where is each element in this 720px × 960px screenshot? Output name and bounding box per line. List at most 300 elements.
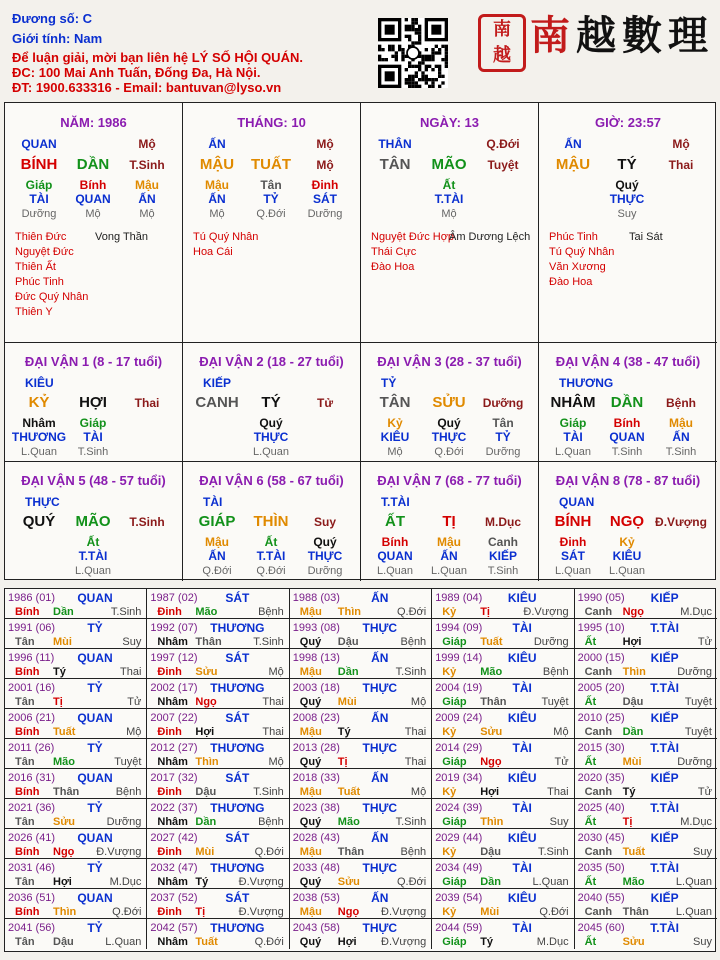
dai-van-cell [5, 343, 183, 462]
year-cell[interactable] [147, 859, 289, 889]
hidden-stage: L.Quan [554, 446, 592, 458]
year-stem: Mậu [299, 726, 322, 738]
year-branch: Tị [53, 696, 63, 708]
hidden-stem: Ất [442, 178, 456, 192]
year-label: 2022 (37) [150, 802, 198, 814]
year-stem: Đinh [157, 786, 182, 798]
hidden-stage: Q.Đới [434, 446, 464, 458]
year-cell[interactable] [290, 649, 432, 679]
year-ten-god: KIẾP [650, 891, 679, 905]
year-ten-god: T.TÀI [650, 861, 679, 875]
year-branch: Dần [53, 606, 74, 618]
star-left: Đào Hoa [549, 276, 593, 288]
year-cell[interactable] [290, 739, 432, 769]
year-cell[interactable] [432, 709, 574, 739]
star-left: Tú Quý Nhân [193, 231, 259, 243]
year-cell[interactable] [147, 739, 289, 769]
hidden-stem: Giáp [559, 416, 587, 430]
seal-char: 南 [493, 19, 511, 40]
year-ten-god: THỰC [362, 681, 398, 695]
year-branch: Thân [337, 846, 365, 858]
year-stage: T.Sinh [538, 846, 569, 858]
star-left: Nguyệt Đức Hợp [371, 231, 455, 243]
dai-van-title: ĐẠI VẬN 2 (18 - 27 tuổi) [199, 354, 344, 369]
year-branch: Thìn [622, 666, 646, 678]
dai-van-title: ĐẠI VẬN 5 (48 - 57 tuổi) [21, 473, 166, 488]
year-label: 2038 (53) [292, 892, 340, 904]
year-label: 1992 (07) [150, 622, 198, 634]
dai-van-title: ĐẠI VẬN 6 (58 - 67 tuổi) [199, 473, 344, 488]
year-ten-god: QUAN [77, 771, 113, 785]
year-stage: Đ.Vượng [96, 846, 142, 858]
year-branch: Thìn [480, 816, 504, 828]
year-stage: Thai [547, 786, 569, 798]
brand-logo [530, 4, 714, 61]
year-stage: Dưỡng [533, 636, 569, 648]
year-cell[interactable] [290, 859, 432, 889]
year-ten-god: KIẾP [650, 651, 679, 665]
year-cell[interactable] [5, 739, 147, 769]
hidden-ten-god: SÁT [313, 192, 337, 206]
year-label: 1988 (03) [292, 592, 340, 604]
year-label: 2031 (46) [8, 862, 56, 874]
year-label: 2042 (57) [150, 922, 198, 934]
hidden-ten-god: ẤN [208, 549, 226, 563]
year-stem: Quý [299, 756, 322, 768]
hidden-stage: L.Quan [430, 565, 468, 577]
year-cell[interactable] [5, 859, 147, 889]
year-cell[interactable] [432, 619, 574, 649]
year-cell[interactable] [575, 739, 717, 769]
dai-van-branch: MÃO [75, 513, 111, 530]
year-label: 2044 (59) [435, 922, 483, 934]
pillar-title: NĂM: 1986 [60, 115, 127, 130]
year-stage: Thai [404, 756, 427, 768]
year-stage: L.Quan [532, 876, 569, 888]
year-cell[interactable] [147, 679, 289, 709]
year-stage: Tuyệt [114, 756, 142, 768]
year-cell[interactable] [5, 829, 147, 859]
seal-char: 越 [493, 45, 511, 66]
year-stem: Quý [299, 876, 322, 888]
year-branch: Mùi [480, 906, 500, 918]
dai-van-cell [361, 343, 539, 462]
year-cell[interactable] [5, 649, 147, 679]
hidden-stem: Bính [613, 416, 641, 430]
year-cell[interactable] [5, 709, 147, 739]
year-cell[interactable] [290, 769, 432, 799]
year-stage: Đ.Vượng [381, 906, 427, 918]
hidden-stem: Đinh [311, 178, 339, 192]
year-cell[interactable] [290, 799, 432, 829]
year-branch: Tuất [480, 636, 503, 648]
year-cell[interactable] [575, 649, 717, 679]
pillar-ten-god: ẤN [208, 137, 226, 151]
dai-van-stem: QUÝ [22, 513, 56, 530]
year-cell[interactable] [432, 889, 574, 919]
hidden-stem: Kỷ [619, 535, 635, 549]
year-label: 2020 (35) [577, 772, 625, 784]
year-label: 2026 (41) [8, 832, 56, 844]
year-stage: M.Dục [109, 876, 142, 888]
year-branch: Dần [195, 816, 217, 828]
pillar-cell [539, 103, 717, 343]
year-stem: Bính [15, 666, 40, 678]
year-ten-god: KIÊU [507, 771, 537, 785]
year-branch: Hợi [622, 636, 642, 648]
year-branch: Hợi [195, 726, 215, 738]
year-label: 2036 (51) [8, 892, 56, 904]
year-label: 1997 (12) [150, 652, 198, 664]
hidden-stage: Dưỡng [485, 446, 521, 458]
year-branch: Thân [195, 636, 222, 648]
year-ten-god: T.TÀI [650, 741, 679, 755]
hidden-stem: Mậu [669, 416, 693, 430]
star-left: Thiên Y [15, 306, 53, 318]
year-stage: T.Sinh [110, 606, 142, 618]
hidden-stage: T.Sinh [487, 565, 519, 577]
year-cell[interactable] [432, 589, 574, 619]
year-label: 1996 (11) [8, 652, 55, 664]
year-stage: Tuyệt [684, 696, 712, 708]
year-branch: Ngọ [53, 846, 75, 858]
year-stem: Tân [15, 816, 35, 828]
year-cell[interactable] [575, 589, 717, 619]
year-cell[interactable] [5, 589, 147, 619]
year-label: 1993 (08) [292, 622, 340, 634]
year-stage: Thai [404, 726, 427, 738]
year-branch: Tuất [195, 936, 218, 948]
year-stem: Canh [584, 606, 613, 618]
year-stem: Giáp [442, 936, 467, 948]
address: ĐC: 100 Mai Anh Tuấn, Đống Đa, Hà Nội. [12, 65, 261, 80]
year-cell[interactable] [5, 889, 147, 919]
hidden-stage: L.Quan [252, 446, 290, 458]
year-ten-god: ẤN [371, 771, 389, 785]
year-cell[interactable] [575, 799, 717, 829]
star-right: Tai Sát [629, 231, 663, 243]
year-stage: Mộ [410, 786, 427, 798]
year-stem: Tân [15, 756, 35, 768]
hidden-stem: Ất [264, 535, 278, 549]
year-ten-god: THƯƠNG [210, 681, 265, 695]
year-ten-god: TÀI [512, 801, 532, 815]
year-cell[interactable] [147, 829, 289, 859]
hidden-ten-god: ẤN [672, 430, 690, 444]
year-stage: Q.Đới [254, 936, 284, 948]
year-branch: Ngọ [622, 606, 644, 618]
year-cell[interactable] [5, 619, 147, 649]
year-branch: Dậu [622, 696, 644, 708]
year-label: 2017 (32) [150, 772, 198, 784]
year-cell[interactable] [290, 829, 432, 859]
hidden-stem: Mậu [205, 178, 229, 192]
year-cell[interactable] [5, 679, 147, 709]
year-branch: Mùi [622, 756, 642, 768]
dai-van-cell [539, 462, 717, 581]
year-stage: T.Sinh [395, 816, 427, 828]
year-stem: Bính [15, 846, 40, 858]
year-stem: Ất [584, 876, 597, 888]
hidden-stage: Mộ [139, 208, 155, 220]
year-ten-god: QUAN [77, 651, 113, 665]
year-cell[interactable] [575, 919, 717, 949]
dai-van-title: ĐẠI VẬN 1 (8 - 17 tuổi) [24, 354, 163, 369]
year-stage: Suy [122, 636, 142, 648]
year-stem: Nhâm [157, 756, 188, 768]
year-ten-god: KIẾP [650, 591, 679, 605]
year-label: 2035 (50) [577, 862, 625, 874]
hidden-stage: Dưỡng [21, 208, 57, 220]
pillar-title: THÁNG: 10 [237, 115, 306, 130]
year-ten-god: THỰC [362, 801, 398, 815]
year-ten-god: ẤN [371, 651, 389, 665]
year-stem: Giáp [442, 876, 467, 888]
year-cell[interactable] [432, 649, 574, 679]
year-stage: Bệnh [258, 816, 284, 828]
dai-van-title: ĐẠI VẬN 8 (78 - 87 tuổi) [555, 473, 701, 488]
dai-van-god: T.TÀI [381, 495, 410, 509]
year-stem: Kỷ [442, 726, 457, 738]
year-label: 2037 (52) [150, 892, 198, 904]
hidden-stage: Mộ [387, 446, 403, 458]
pillars-grid [4, 102, 716, 580]
dai-van-cell [183, 462, 361, 581]
year-cell[interactable] [432, 859, 574, 889]
year-branch: Mùi [337, 696, 357, 708]
year-stem: Mậu [299, 786, 322, 798]
annual-luck-table [4, 588, 716, 952]
year-stage: Thai [262, 726, 284, 738]
year-stem: Canh [584, 906, 613, 918]
year-stage: Suy [549, 816, 569, 828]
year-branch: Tý [480, 936, 494, 948]
dai-van-stem: GIÁP [198, 513, 236, 530]
year-ten-god: QUAN [77, 891, 113, 905]
year-cell[interactable] [147, 619, 289, 649]
year-ten-god: TÀI [512, 741, 532, 755]
year-label: 2023 (38) [292, 802, 340, 814]
hidden-ten-god: THỰC [253, 430, 289, 444]
year-label: 2028 (43) [292, 832, 340, 844]
year-label: 2041 (56) [8, 922, 56, 934]
year-label: 2019 (34) [435, 772, 483, 784]
pillar-ten-god: THÂN [378, 137, 412, 151]
year-cell[interactable] [5, 919, 147, 949]
year-branch: Mão [53, 756, 75, 768]
year-ten-god: QUAN [77, 591, 113, 605]
year-stem: Nhâm [157, 696, 188, 708]
year-ten-god: KIẾP [650, 711, 679, 725]
year-cell[interactable] [147, 919, 289, 949]
year-ten-god: KIÊU [507, 831, 537, 845]
pillar-stage: Mộ [316, 158, 334, 172]
dai-van-title: ĐẠI VẬN 7 (68 - 77 tuổi) [377, 473, 522, 488]
year-stage: Đ.Vượng [523, 606, 569, 618]
star-left: Tú Quý Nhân [549, 246, 615, 258]
year-cell[interactable] [432, 829, 574, 859]
year-ten-god: KIẾP [650, 831, 679, 845]
year-label: 2006 (21) [8, 712, 56, 724]
year-ten-god: ẤN [371, 711, 389, 725]
star-left: Hoa Cái [193, 246, 233, 258]
year-stem: Đinh [157, 606, 182, 618]
hidden-ten-god: TÀI [563, 430, 583, 444]
year-stage: Tuyệt [541, 696, 569, 708]
year-stem: Đinh [157, 726, 182, 738]
dai-van-god: THƯƠNG [559, 376, 614, 390]
year-cell[interactable] [290, 709, 432, 739]
hidden-ten-god: TÀI [29, 192, 49, 206]
year-label: 2000 (15) [577, 652, 625, 664]
dai-van-stage: M.Dục [485, 515, 521, 529]
hidden-stage: L.Quan [376, 565, 414, 577]
year-cell[interactable] [432, 919, 574, 949]
year-stage: T.Sinh [253, 636, 284, 648]
pillar-stem-branch: TÂN [379, 156, 411, 173]
year-stage: M.Dục [536, 936, 569, 948]
brand-char: 越 [576, 12, 622, 59]
year-stem: Kỷ [442, 786, 457, 798]
year-cell[interactable] [575, 619, 717, 649]
year-stem: Mậu [299, 666, 322, 678]
hidden-ten-god: KIÊU [612, 549, 642, 563]
year-label: 2021 (36) [8, 802, 56, 814]
hidden-ten-god: T.TÀI [78, 549, 108, 563]
hidden-ten-god: THỰC [307, 549, 343, 563]
dai-van-god: KIÊU [25, 376, 54, 390]
year-branch: Ngọ [480, 756, 502, 768]
year-cell[interactable] [147, 649, 289, 679]
year-cell[interactable] [147, 889, 289, 919]
year-stage: Bệnh [400, 846, 427, 858]
year-ten-god: THỰC [362, 741, 398, 755]
hidden-stem: Ất [86, 535, 100, 549]
year-cell[interactable] [432, 739, 574, 769]
year-cell[interactable] [432, 799, 574, 829]
year-cell[interactable] [290, 919, 432, 949]
year-cell[interactable] [147, 769, 289, 799]
hidden-stem: Giáp [25, 178, 53, 192]
year-ten-god: TÀI [512, 681, 532, 695]
dai-van-stem: ẤT [385, 513, 405, 530]
year-cell[interactable] [575, 859, 717, 889]
year-branch: Dần [337, 666, 359, 678]
dai-van-stage: Suy [313, 515, 337, 529]
year-branch: Sửu [337, 876, 360, 888]
year-ten-god: T.TÀI [650, 921, 679, 935]
dai-van-title: ĐẠI VẬN 3 (28 - 37 tuổi) [377, 354, 522, 369]
year-stage: Bệnh [400, 636, 427, 648]
year-cell[interactable] [575, 829, 717, 859]
year-branch: Tý [53, 666, 66, 678]
year-ten-god: KIÊU [507, 711, 537, 725]
hidden-ten-god: QUAN [377, 549, 413, 563]
year-stem: Đinh [157, 666, 182, 678]
year-stem: Ất [584, 936, 597, 948]
pillar-ten-god: Mộ [672, 137, 690, 151]
year-branch: Thìn [195, 756, 219, 768]
year-stage: L.Quan [105, 936, 142, 948]
hidden-stem: Bính [381, 535, 409, 549]
dai-van-stage: Tử [316, 396, 334, 410]
phone-email[interactable]: ĐT: 1900.633316 - Email: bantuvan@lyso.vn [12, 80, 282, 95]
year-cell[interactable] [575, 679, 717, 709]
year-ten-god: SÁT [225, 711, 250, 725]
year-branch: Tị [480, 606, 490, 618]
hidden-stem: Nhâm [22, 416, 56, 430]
year-stage: M.Dục [680, 606, 712, 618]
pillar-stem-branch: DẦN [76, 156, 110, 173]
year-stem: Giáp [442, 636, 467, 648]
year-label: 2004 (19) [435, 682, 483, 694]
year-cell[interactable] [575, 889, 717, 919]
year-stem: Ất [584, 696, 597, 708]
year-branch: Tuất [622, 846, 645, 858]
pillar-stem-branch: MÃO [431, 156, 467, 173]
qr-code-icon[interactable] [378, 18, 448, 88]
year-stage: Mộ [553, 726, 569, 738]
year-stage: M.Dục [680, 816, 712, 828]
year-stem: Mậu [299, 906, 322, 918]
year-cell[interactable] [5, 769, 147, 799]
year-cell[interactable] [290, 889, 432, 919]
year-cell[interactable] [147, 799, 289, 829]
year-branch: Mão [337, 816, 360, 828]
hidden-ten-god: TỶ [495, 430, 511, 444]
year-label: 2025 (40) [577, 802, 625, 814]
year-branch: Sửu [480, 726, 503, 738]
hidden-ten-god: KIÊU [380, 430, 410, 444]
year-cell[interactable] [290, 589, 432, 619]
year-branch: Mùi [53, 636, 72, 648]
pillar-stage: T.Sinh [129, 158, 165, 172]
pillar-stem-branch: MẬU [199, 156, 235, 173]
pillar-stage: Tuyệt [487, 158, 519, 172]
year-cell[interactable] [290, 679, 432, 709]
year-label: 2024 (39) [435, 802, 483, 814]
year-stem: Bính [15, 786, 40, 798]
year-branch: Thìn [337, 606, 362, 618]
year-branch: Mão [622, 876, 645, 888]
header [0, 0, 720, 100]
year-cell[interactable] [432, 679, 574, 709]
year-ten-god: SÁT [225, 891, 250, 905]
year-label: 2005 (20) [577, 682, 625, 694]
year-stage: Q.Đới [396, 606, 427, 618]
year-cell[interactable] [575, 709, 717, 739]
year-branch: Dậu [480, 846, 501, 858]
year-cell[interactable] [147, 589, 289, 619]
hidden-ten-god: KIẾP [488, 549, 518, 563]
year-cell[interactable] [147, 709, 289, 739]
year-branch: Dậu [195, 786, 217, 798]
pillar-cell [5, 103, 183, 343]
hidden-ten-god: TÀI [83, 430, 103, 444]
year-label: 1986 (01) [8, 592, 56, 604]
year-label: 2040 (55) [577, 892, 625, 904]
brand-char: 數 [622, 12, 668, 59]
year-label: 1989 (04) [435, 592, 483, 604]
year-label: 2007 (22) [150, 712, 198, 724]
year-cell[interactable] [432, 769, 574, 799]
year-stem: Quý [299, 696, 322, 708]
year-cell[interactable] [575, 769, 717, 799]
year-cell[interactable] [290, 619, 432, 649]
dai-van-god: QUAN [559, 495, 595, 509]
year-branch: Thân [622, 906, 649, 918]
year-cell[interactable] [5, 799, 147, 829]
